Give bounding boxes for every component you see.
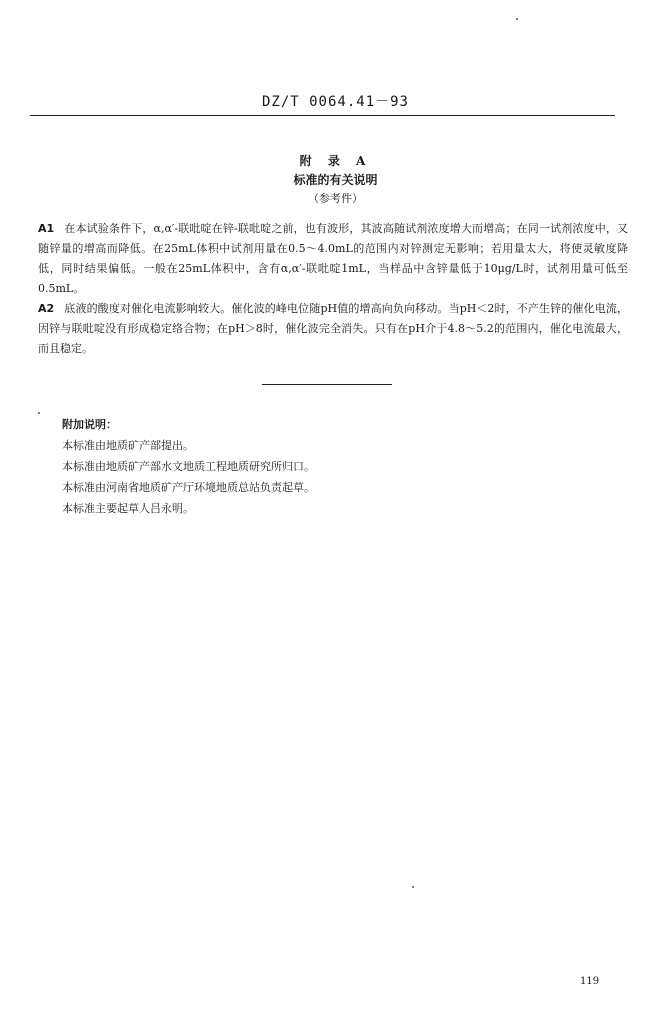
paragraph-label: A2 [38, 302, 55, 315]
paragraph-text: 在本试验条件下，α,α′-联吡啶在锌-联吡啶之前，也有波形，其波高随试剂浓度增大而增高；在同一试剂浓度中，又随锌量的增高而降低。在25mL体积中试剂用量在0.5～4.0mL的范围内对锌测定无影响；若用量太大，将使灵敏度降低，同时结果偏低。一般在25mL体积中，含有α,α′-联吡啶1mL，当样品中含锌量低于10μg/L时，试剂用量可低至0.5mL。 [38, 222, 628, 295]
appendix-subtitle: 标准的有关说明 [293, 173, 378, 187]
paragraph-a2 [38, 299, 628, 359]
paragraph-a1 [38, 219, 628, 299]
additional-notes-title: 附加说明： [62, 418, 117, 431]
appendix-body [38, 219, 628, 359]
standard-code-header: DZ/T 0064.41－93 [261, 94, 409, 110]
scan-speck [38, 412, 40, 414]
scan-speck [516, 18, 518, 20]
scan-speck [412, 886, 414, 888]
header-rule [30, 115, 615, 116]
paragraph-label: A1 [38, 222, 55, 235]
appendix-note: （参考件） [308, 192, 363, 205]
additional-notes [62, 414, 602, 519]
additional-note-line: 本标准由地质矿产部水文地质工程地质研究所归口。 [62, 460, 315, 473]
additional-note-line: 本标准由地质矿产部提出。 [62, 439, 194, 452]
paragraph-text: 底液的酸度对催化电流影响较大。催化波的峰电位随pH值的增高向负向移动。当pH＜2时，不产生锌的催化电流，因锌与联吡啶没有形成稳定络合物；在pH＞8时，催化波完全消失。只有在pH介于4.8～5.2的范围内，催化电流最大，而且稳定。 [38, 302, 628, 355]
additional-note-line: 本标准主要起草人吕永明。 [62, 502, 194, 515]
page-number: 119 [580, 976, 600, 987]
additional-note-line: 本标准由河南省地质矿产厅环境地质总站负责起草。 [62, 481, 315, 494]
section-separator [262, 384, 392, 385]
appendix-title: 附 录 A [299, 154, 372, 168]
